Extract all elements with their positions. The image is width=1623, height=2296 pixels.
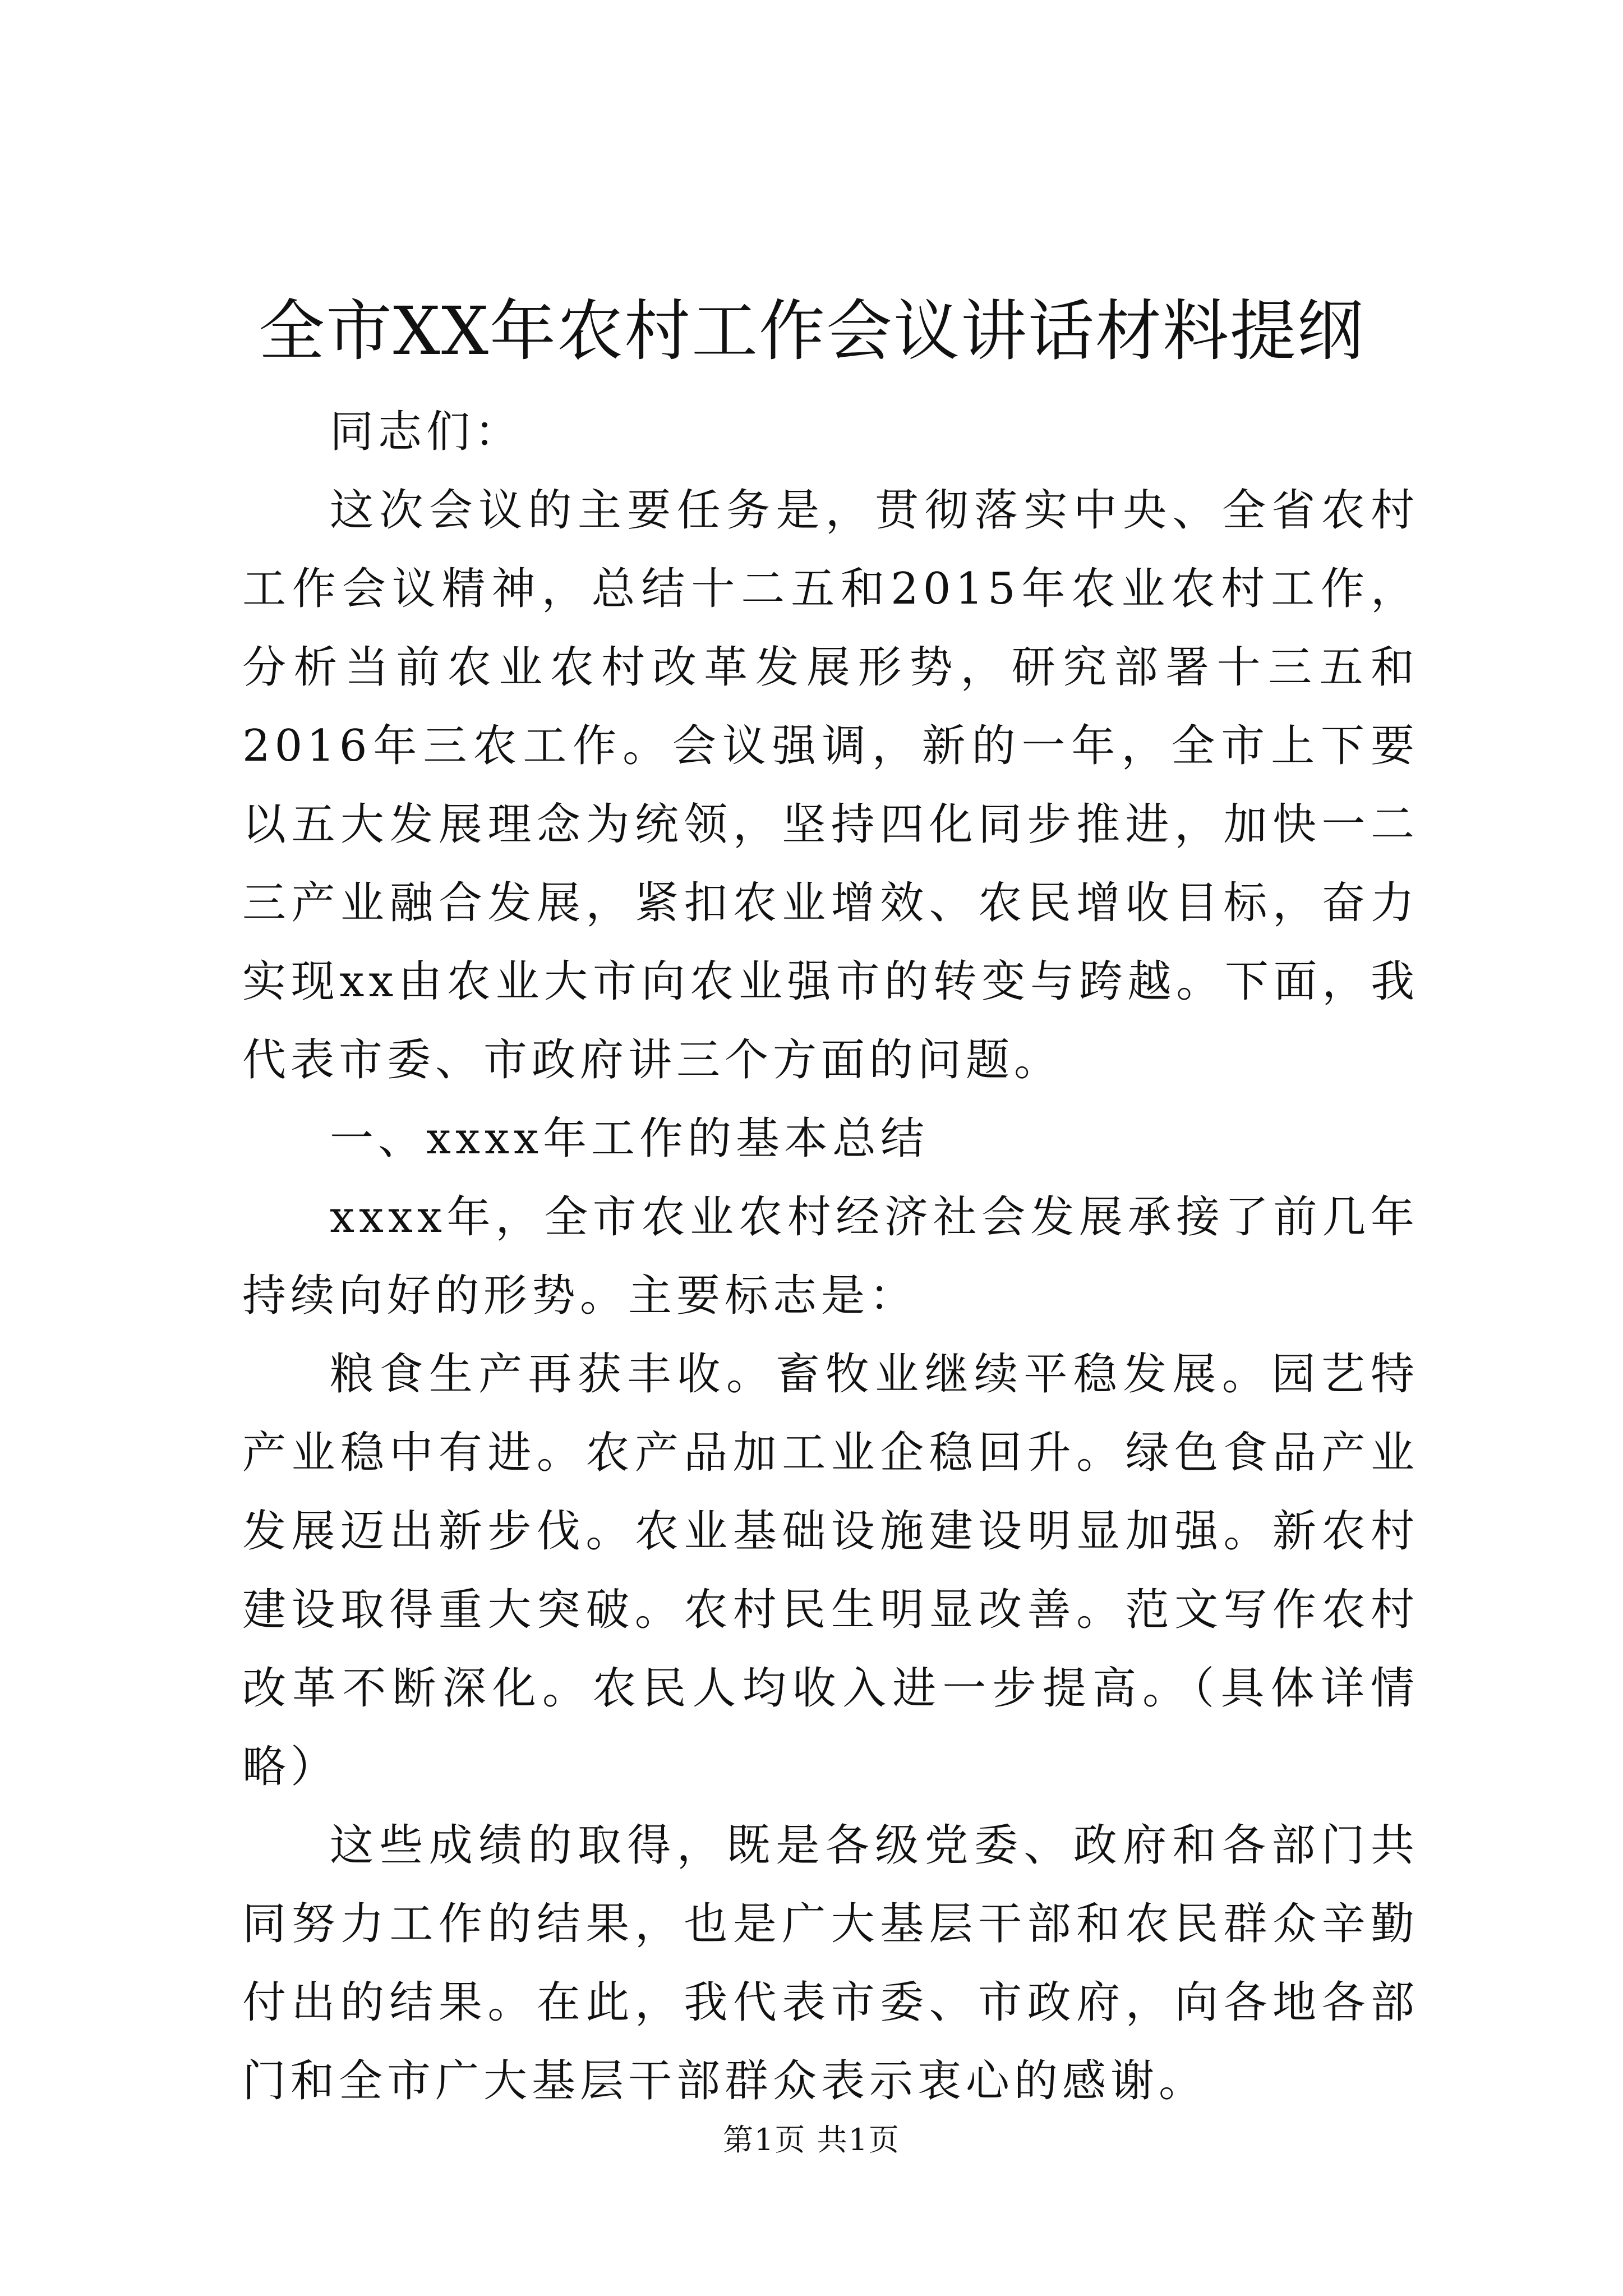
paragraph-thanks: 这些成绩的取得，既是各级党委、政府和各部门共同努力工作的结果，也是广大基层干部和农民群众辛勤付出的结果。在此，我代表市委、市政府，向各地各部门和全市广大基层干部群众表示衷心的感谢。 (242, 1820, 1419, 2106)
section-heading-1: 一、xxxx年工作的基本总结 (330, 1114, 929, 1164)
page-footer: 第1页 共1页 (723, 2122, 900, 2157)
salutation: 同志们： (330, 407, 523, 457)
paragraph-intro: 这次会议的主要任务是，贯彻落实中央、全省农村工作会议精神，总结十二五和2015年农业农村工作，分析当前农业农村改革发展形势，研究部署十三五和2016年三农工作。会议强调，新的一年，全市上下要以五大发展理念为统领，坚持四化同步推进，加快一二三产业融合发展，紧扣农业增效、农民增收目标，奋力实现xx由农业大市向农业强市的转变与跨越。下面，我代表市委、市政府讲三个方面的问题。 (242, 485, 1419, 1085)
document-title: 全市XX年农村工作会议讲话材料提纲 (258, 292, 1364, 370)
paragraph-summary: xxxx年，全市农业农村经济社会发展承接了前几年持续向好的形势。主要标志是： (242, 1192, 1419, 1321)
paragraph-achievements: 粮食生产再获丰收。畜牧业继续平稳发展。园艺特产业稳中有进。农产品加工业企稳回升。绿色食品产业发展迈出新步伐。农业基础设施建设明显加强。新农村建设取得重大突破。农村民生明显改善。范文写作农村改革不断深化。农民人均收入进一步提高。（具体详情略） (242, 1349, 1419, 1792)
document-body (242, 393, 1419, 2120)
